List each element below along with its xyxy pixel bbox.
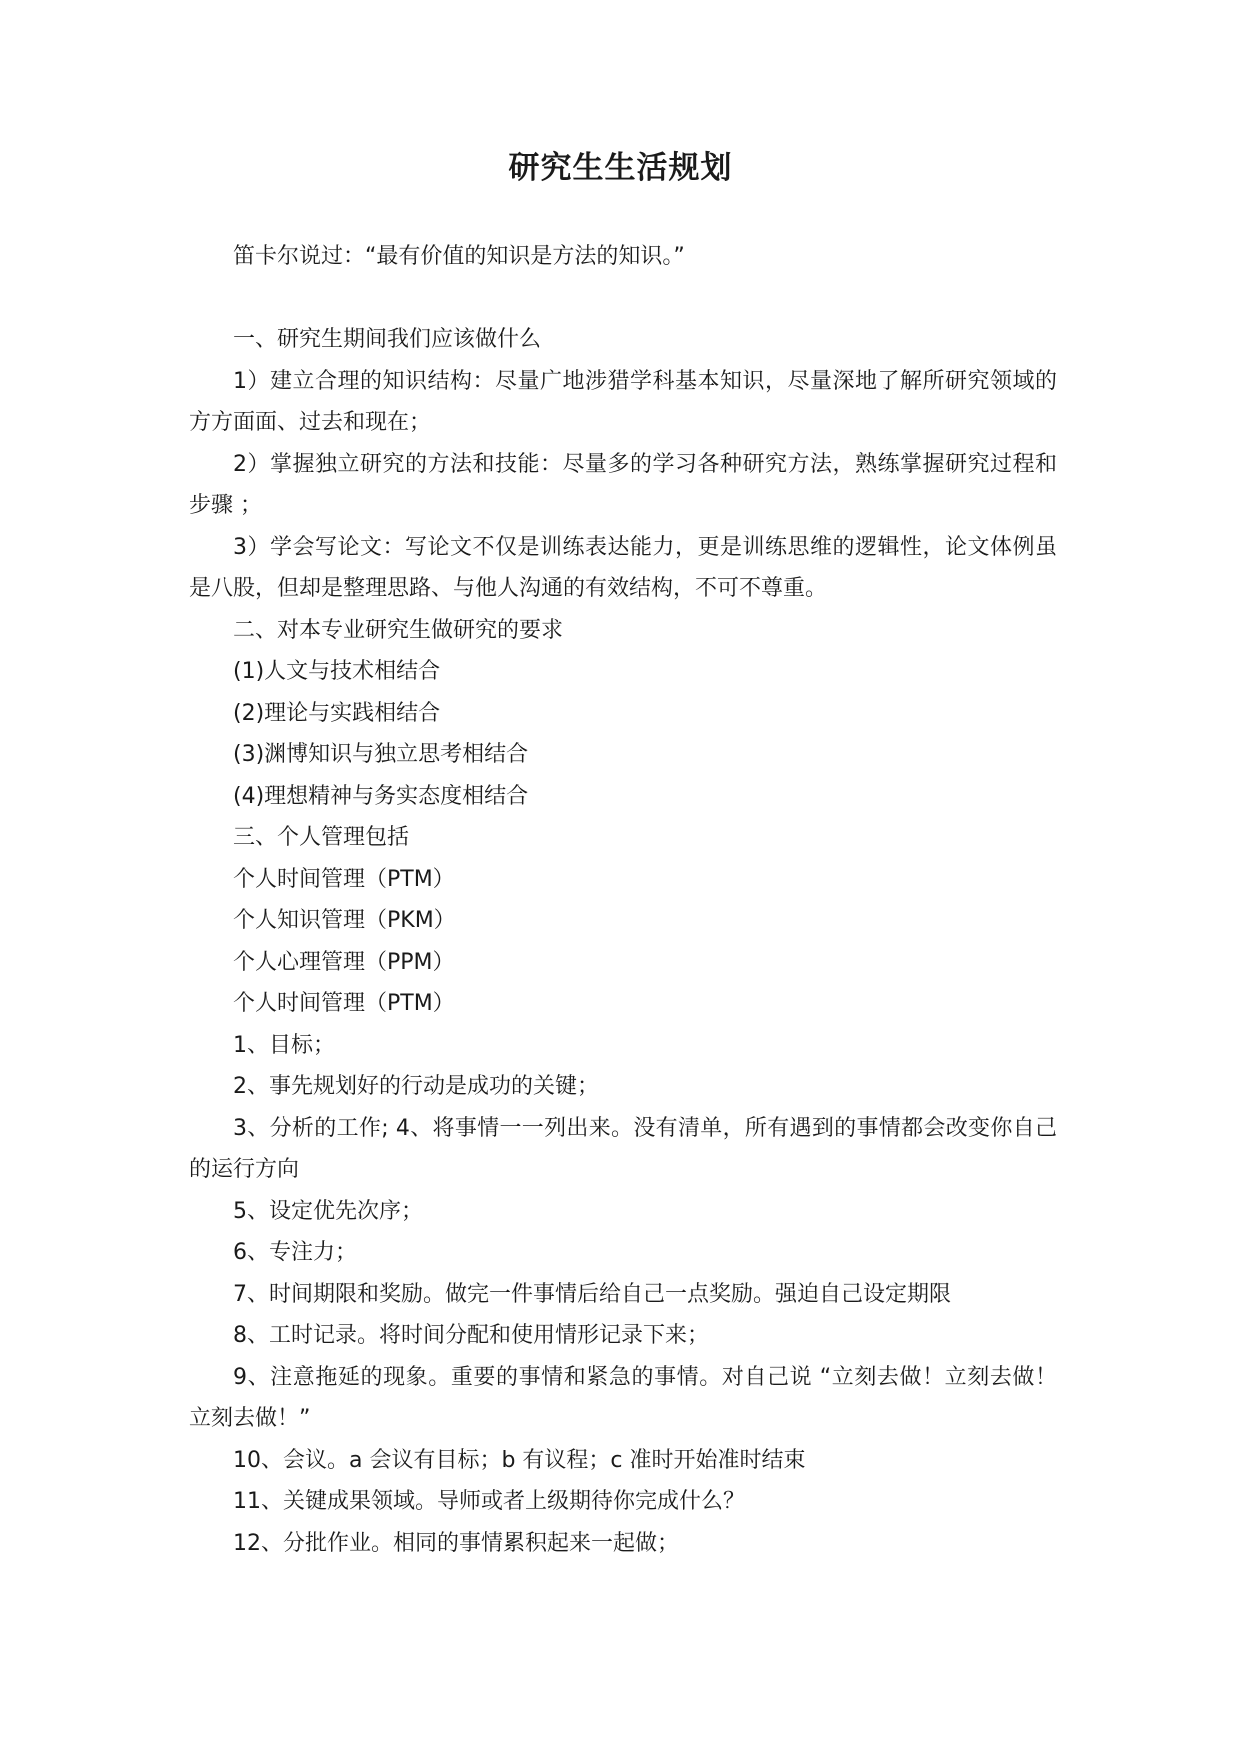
- document-title: 研究生生活规划: [508, 150, 733, 186]
- list-item: 9、注意拖延的现象。重要的事情和紧急的事情。对自己说 “立刻去做！立刻去做！立刻去做！”: [189, 1364, 1057, 1431]
- list-item: (3)渊博知识与独立思考相结合: [233, 742, 529, 767]
- list-item: 个人心理管理（PPM）: [233, 949, 455, 975]
- section-heading-3: 三、个人管理包括: [233, 825, 410, 850]
- list-item: 个人时间管理（PTM）: [233, 866, 455, 892]
- list-item: 10、会议。a 会议有目标；b 有议程；c 准时开始准时结束: [233, 1447, 806, 1473]
- list-item: 7、时间期限和奖励。做完一件事情后给自己一点奖励。强迫自己设定期限: [233, 1281, 951, 1307]
- list-item: 8、工时记录。将时间分配和使用情形记录下来；: [233, 1323, 709, 1348]
- list-item: 11、关键成果领域。导师或者上级期待你完成什么？: [233, 1489, 745, 1514]
- list-item: 1、目标；: [233, 1032, 335, 1058]
- list-item: 个人知识管理（PKM）: [233, 908, 456, 933]
- list-item: (2)理论与实践相结合: [233, 700, 441, 726]
- section-heading-1: 一、研究生期间我们应该做什么: [233, 327, 542, 352]
- list-item: 6、专注力；: [233, 1240, 357, 1265]
- section-heading-2: 二、对本专业研究生做研究的要求: [233, 617, 564, 643]
- paragraph: 3）学会写论文：写论文不仅是训练表达能力，更是训练思维的逻辑性，论文体例虽是八股，但却是整理思路、与他人沟通的有效结构，不可不尊重。: [189, 534, 1057, 601]
- list-item: (4)理想精神与务实态度相结合: [233, 783, 529, 809]
- list-item: 2、事先规划好的行动是成功的关键；: [233, 1074, 599, 1099]
- list-item: (1)人文与技术相结合: [233, 659, 441, 684]
- paragraph: 1）建立合理的知识结构：尽量广地涉猎学科基本知识，尽量深地了解所研究领域的方方面面、过去和现在；: [189, 368, 1057, 435]
- paragraph: 2）掌握独立研究的方法和技能：尽量多的学习各种研究方法，熟练掌握研究过程和步骤 ；: [189, 451, 1057, 518]
- document-body: [189, 236, 1057, 1564]
- list-item: 3、分析的工作; 4、将事情一一列出来。没有清单，所有遇到的事情都会改变你自己的运行方向: [189, 1115, 1057, 1182]
- subsection-heading: 个人时间管理（PTM）: [233, 991, 455, 1016]
- list-item: 12、分批作业。相同的事情累积起来一起做；: [233, 1530, 679, 1556]
- list-item: 5、设定优先次序；: [233, 1198, 423, 1224]
- quote-paragraph: 笛卡尔说过：“最有价值的知识是方法的知识。”: [233, 244, 685, 269]
